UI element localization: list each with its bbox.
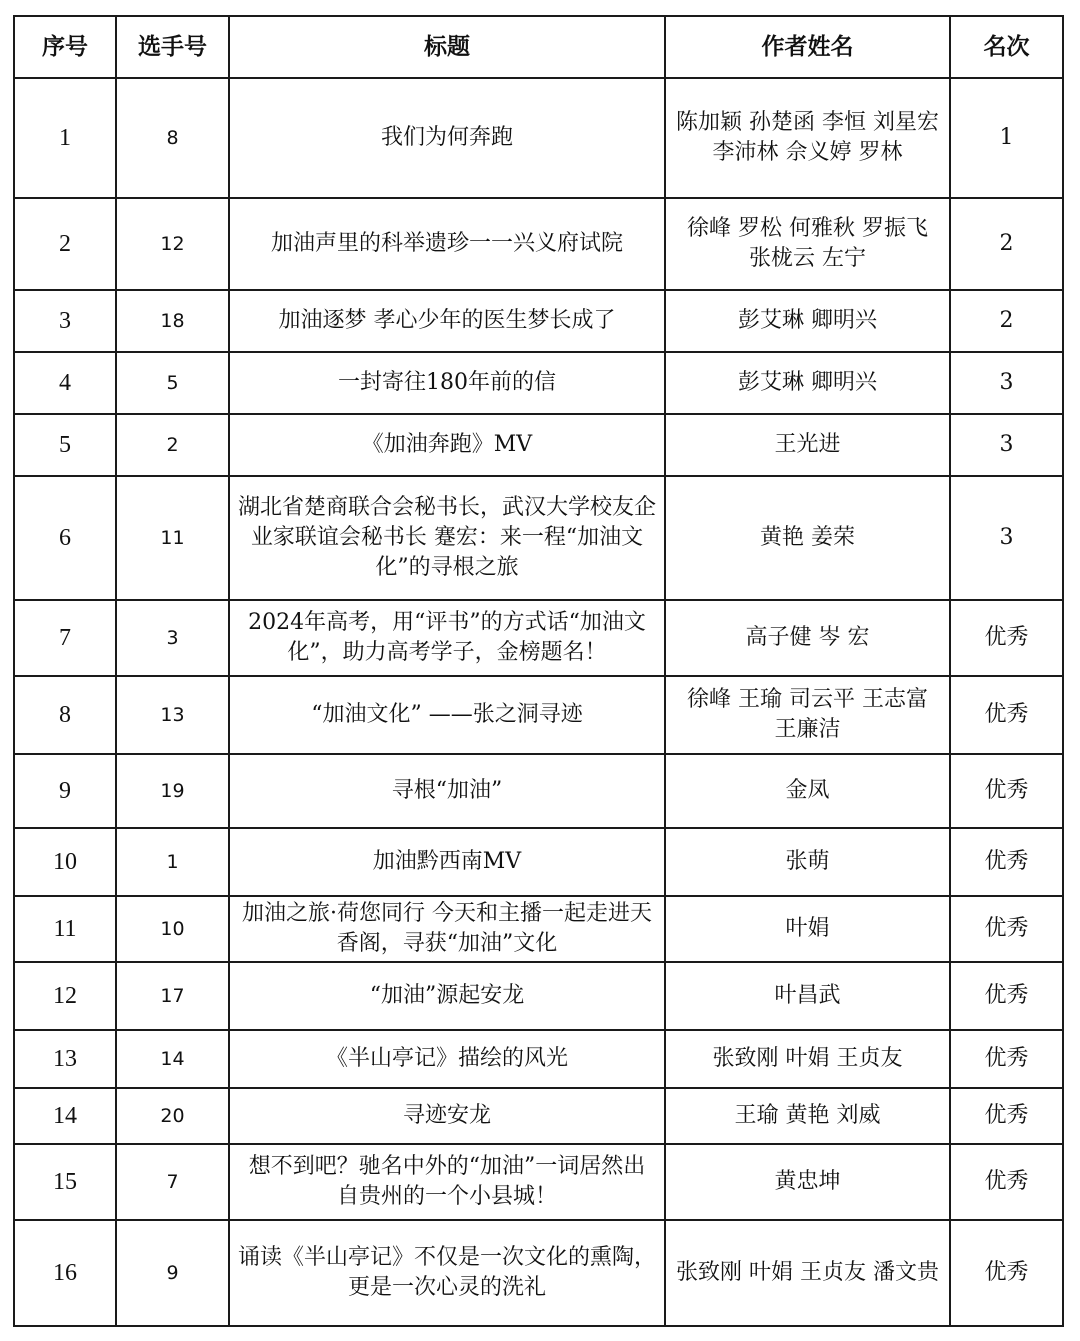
- table-row: [14, 476, 1063, 600]
- row-rank: 优秀: [950, 600, 1063, 676]
- row-index: 7: [14, 600, 116, 676]
- row-player-number: 7: [116, 1144, 229, 1220]
- row-rank: 1: [950, 78, 1063, 198]
- row-index: 13: [14, 1030, 116, 1088]
- row-player-number: 19: [116, 754, 229, 828]
- row-player-number: 13: [116, 676, 229, 754]
- row-index: 10: [14, 828, 116, 896]
- row-player-number: 1: [116, 828, 229, 896]
- row-authors: 张致刚 叶娟 王贞友 潘文贵: [665, 1220, 950, 1326]
- row-rank: 3: [950, 352, 1063, 414]
- row-title: “加油”源起安龙: [229, 962, 665, 1030]
- row-title: 2024年高考，用“评书”的方式话“加油文化”，助力高考学子，金榜题名！: [229, 600, 665, 676]
- row-title: 《加油奔跑》MV: [229, 414, 665, 476]
- row-title: 湖北省楚商联合会秘书长，武汉大学校友企业家联谊会秘书长 蹇宏：来一程“加油文化”的寻根之旅: [229, 476, 665, 600]
- row-title: 诵读《半山亭记》不仅是一次文化的熏陶，更是一次心灵的洗礼: [229, 1220, 665, 1326]
- row-title: 一封寄往180年前的信: [229, 352, 665, 414]
- row-rank: 优秀: [950, 1144, 1063, 1220]
- table-row: [14, 754, 1063, 828]
- row-rank: 优秀: [950, 896, 1063, 962]
- row-title: 我们为何奔跑: [229, 78, 665, 198]
- table-row: [14, 352, 1063, 414]
- table-row: [14, 1220, 1063, 1326]
- row-rank: 3: [950, 476, 1063, 600]
- row-title: “加油文化” ——张之洞寻迹: [229, 676, 665, 754]
- row-authors: 金凤: [665, 754, 950, 828]
- row-title: 寻迹安龙: [229, 1088, 665, 1144]
- table-row: [14, 1088, 1063, 1144]
- row-rank: 优秀: [950, 828, 1063, 896]
- row-authors: 徐峰 王瑜 司云平 王志富 王廉洁: [665, 676, 950, 754]
- row-authors: 黄忠坤: [665, 1144, 950, 1220]
- row-title: 加油之旅·荷您同行 今天和主播一起走进天香阁，寻获“加油”文化: [229, 896, 665, 962]
- row-index: 5: [14, 414, 116, 476]
- row-rank: 优秀: [950, 754, 1063, 828]
- row-player-number: 10: [116, 896, 229, 962]
- row-rank: 优秀: [950, 1030, 1063, 1088]
- row-title: 想不到吧？驰名中外的“加油”一词居然出自贵州的一个小县城！: [229, 1144, 665, 1220]
- row-authors: 彭艾琳 卿明兴: [665, 290, 950, 352]
- row-player-number: 11: [116, 476, 229, 600]
- table-row: [14, 600, 1063, 676]
- row-rank: 2: [950, 198, 1063, 290]
- table-row: [14, 962, 1063, 1030]
- row-authors: 陈加颖 孙楚函 李恒 刘星宏 李沛林 佘义婷 罗林: [665, 78, 950, 198]
- row-authors: 徐峰 罗松 何雅秋 罗振飞 张栊云 左宁: [665, 198, 950, 290]
- row-authors: 张萌: [665, 828, 950, 896]
- table-row: [14, 414, 1063, 476]
- header-player-number: 选手号: [116, 16, 229, 78]
- results-sheet: [13, 15, 1062, 1323]
- row-authors: 王瑜 黄艳 刘威: [665, 1088, 950, 1144]
- row-index: 4: [14, 352, 116, 414]
- row-player-number: 18: [116, 290, 229, 352]
- row-index: 15: [14, 1144, 116, 1220]
- row-rank: 优秀: [950, 676, 1063, 754]
- table-row: [14, 828, 1063, 896]
- row-rank: 优秀: [950, 962, 1063, 1030]
- row-authors: 叶娟: [665, 896, 950, 962]
- header-title: 标题: [229, 16, 665, 78]
- row-authors: 高子健 岑 宏: [665, 600, 950, 676]
- row-player-number: 12: [116, 198, 229, 290]
- row-title: 《半山亭记》描绘的风光: [229, 1030, 665, 1088]
- header-rank: 名次: [950, 16, 1063, 78]
- row-index: 16: [14, 1220, 116, 1326]
- row-title: 寻根“加油”: [229, 754, 665, 828]
- row-player-number: 5: [116, 352, 229, 414]
- row-player-number: 8: [116, 78, 229, 198]
- row-index: 6: [14, 476, 116, 600]
- table-row: [14, 78, 1063, 198]
- row-index: 9: [14, 754, 116, 828]
- row-rank: 优秀: [950, 1088, 1063, 1144]
- row-player-number: 2: [116, 414, 229, 476]
- row-title: 加油声里的科举遗珍一一兴义府试院: [229, 198, 665, 290]
- row-authors: 彭艾琳 卿明兴: [665, 352, 950, 414]
- table-row: [14, 1030, 1063, 1088]
- row-rank: 2: [950, 290, 1063, 352]
- row-title: 加油逐梦 孝心少年的医生梦长成了: [229, 290, 665, 352]
- row-index: 2: [14, 198, 116, 290]
- row-player-number: 9: [116, 1220, 229, 1326]
- table-row: [14, 896, 1063, 962]
- row-authors: 叶昌武: [665, 962, 950, 1030]
- table-row: [14, 198, 1063, 290]
- row-rank: 3: [950, 414, 1063, 476]
- results-table: [13, 15, 1064, 1327]
- row-index: 1: [14, 78, 116, 198]
- row-player-number: 14: [116, 1030, 229, 1088]
- table-row: [14, 290, 1063, 352]
- row-player-number: 20: [116, 1088, 229, 1144]
- row-index: 8: [14, 676, 116, 754]
- header-index: 序号: [14, 16, 116, 78]
- row-index: 3: [14, 290, 116, 352]
- row-authors: 张致刚 叶娟 王贞友: [665, 1030, 950, 1088]
- header-row: [14, 16, 1063, 78]
- row-index: 11: [14, 896, 116, 962]
- header-authors: 作者姓名: [665, 16, 950, 78]
- table-row: [14, 676, 1063, 754]
- row-index: 12: [14, 962, 116, 1030]
- row-authors: 王光进: [665, 414, 950, 476]
- row-authors: 黄艳 姜荣: [665, 476, 950, 600]
- table-row: [14, 1144, 1063, 1220]
- row-player-number: 3: [116, 600, 229, 676]
- row-index: 14: [14, 1088, 116, 1144]
- row-rank: 优秀: [950, 1220, 1063, 1326]
- row-player-number: 17: [116, 962, 229, 1030]
- row-title: 加油黔西南MV: [229, 828, 665, 896]
